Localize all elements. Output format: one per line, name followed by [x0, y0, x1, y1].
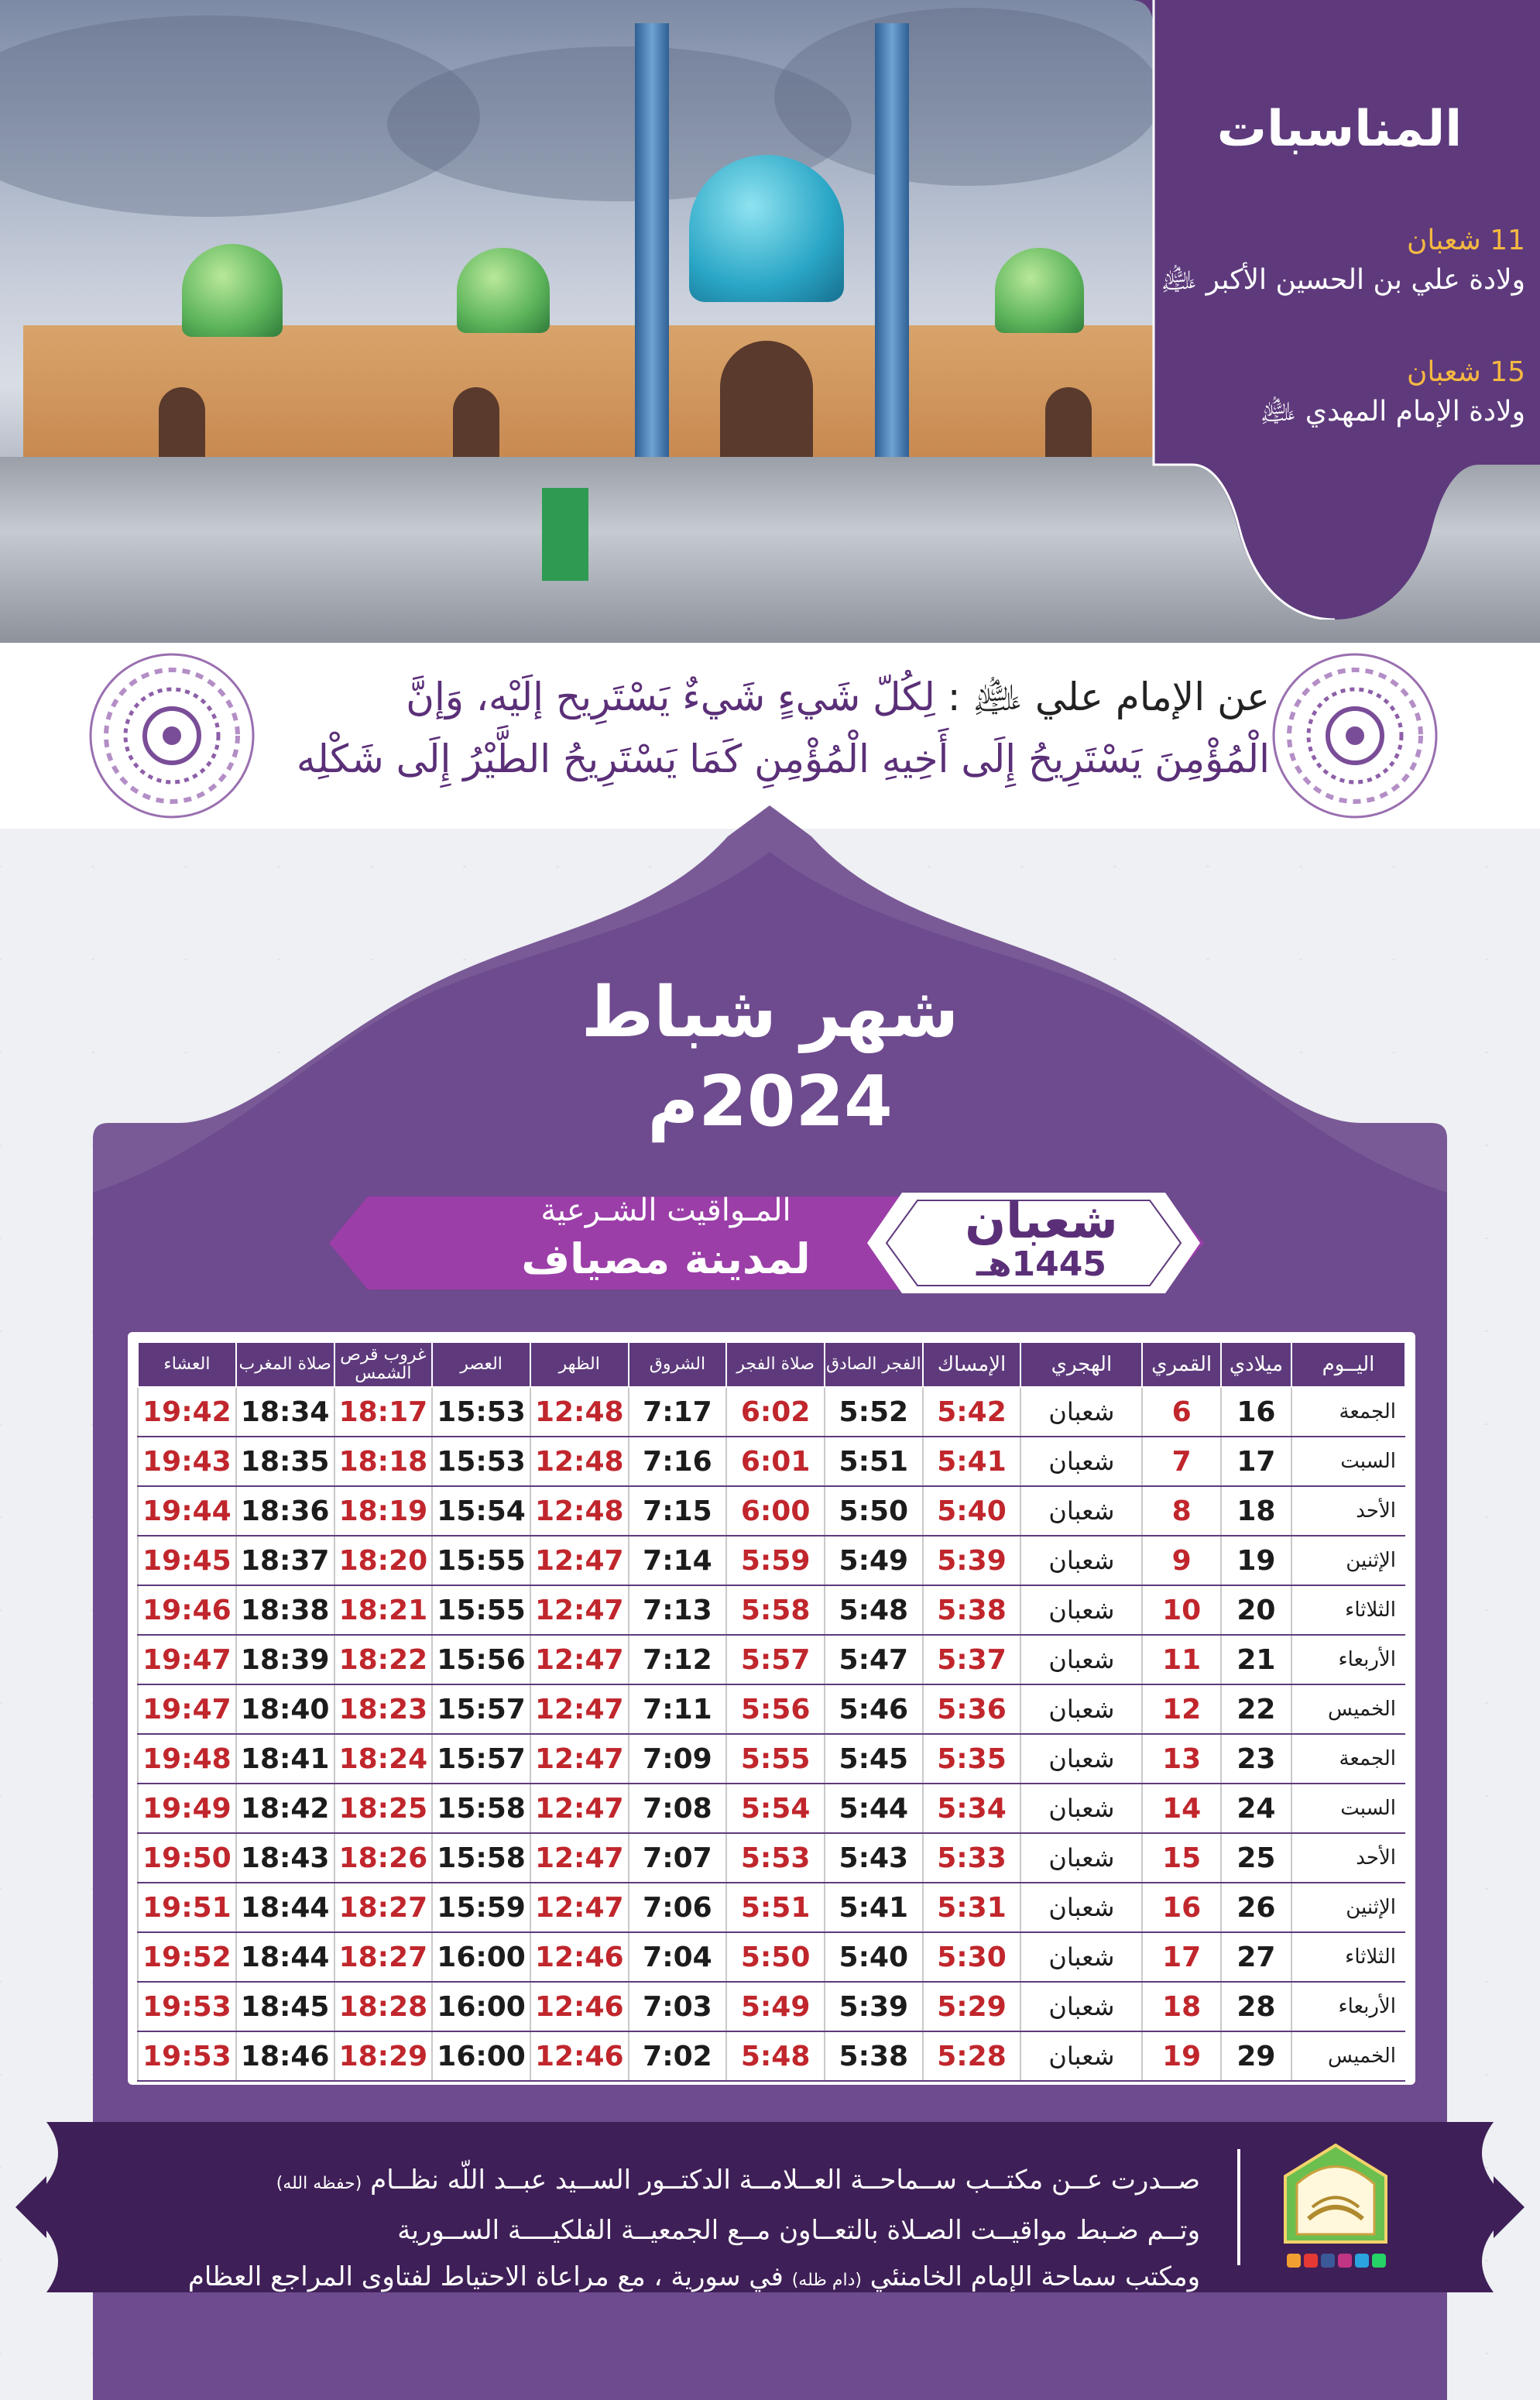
- table-cell: 5:40: [923, 1486, 1021, 1536]
- table-cell: 7:04: [629, 1932, 727, 1982]
- table-cell: 5:50: [726, 1932, 825, 1982]
- table-cell: الإثنين: [1291, 1883, 1405, 1932]
- table-cell: 5:38: [923, 1585, 1021, 1635]
- table-cell: 12:46: [530, 1982, 629, 2031]
- table-cell: 18:38: [236, 1585, 334, 1635]
- table-cell: 18:24: [334, 1734, 433, 1784]
- table-cell: 12:47: [530, 1784, 629, 1833]
- table-cell: 5:46: [825, 1684, 923, 1734]
- table-header-row: [138, 1342, 1405, 1387]
- table-cell: السبت: [1291, 1437, 1405, 1486]
- table-cell: 6:00: [726, 1486, 825, 1536]
- table-cell: 7:12: [629, 1635, 727, 1684]
- table-cell: 26: [1221, 1883, 1291, 1932]
- table-cell: الأحد: [1291, 1833, 1405, 1883]
- table-cell: 5:51: [726, 1883, 825, 1932]
- table-cell: 18:42: [236, 1784, 334, 1833]
- table-cell: 5:58: [726, 1585, 825, 1635]
- table-cell: 16:00: [432, 1982, 530, 2031]
- table-cell: 19:44: [138, 1486, 236, 1536]
- table-cell: 18:21: [334, 1585, 433, 1635]
- table-cell: 16: [1221, 1387, 1291, 1437]
- table-cell: 18:46: [236, 2031, 334, 2081]
- table-cell: 18: [1221, 1486, 1291, 1536]
- column-header: الهجري: [1020, 1342, 1142, 1387]
- table-cell: 12:48: [530, 1437, 629, 1486]
- table-cell: شعبان: [1020, 1932, 1142, 1982]
- table-cell: 12:48: [530, 1387, 629, 1437]
- table-cell: 12:47: [530, 1734, 629, 1784]
- table-cell: 5:28: [923, 2031, 1021, 2081]
- hijri-year: 1445هـ: [976, 1245, 1106, 1284]
- gregorian-year-title: 2024م: [647, 1061, 893, 1142]
- table-cell: شعبان: [1020, 2031, 1142, 2081]
- table-cell: 6: [1142, 1387, 1220, 1437]
- table-cell: 5:57: [726, 1635, 825, 1684]
- table-cell: 16:00: [432, 2031, 530, 2081]
- table-row: [138, 2031, 1405, 2081]
- table-cell: 16:00: [432, 1932, 530, 1982]
- table-cell: 25: [1221, 1833, 1291, 1883]
- table-cell: 12:47: [530, 1536, 629, 1585]
- table-row: [138, 1784, 1405, 1833]
- whatsapp-icon[interactable]: [1372, 2254, 1386, 2268]
- table-cell: شعبان: [1020, 1833, 1142, 1883]
- table-cell: 5:40: [825, 1932, 923, 1982]
- table-cell: شعبان: [1020, 1437, 1142, 1486]
- table-cell: 16: [1142, 1883, 1220, 1932]
- table-cell: 18:35: [236, 1437, 334, 1486]
- table-cell: 5:49: [726, 1982, 825, 2031]
- table-cell: الإثنين: [1291, 1536, 1405, 1585]
- table-body: [138, 1387, 1405, 2081]
- occasion-text: ولادة علي بن الحسين الأكبر ﵇: [1161, 264, 1525, 296]
- table-cell: الأربعاء: [1291, 1635, 1405, 1684]
- table-cell: 18: [1142, 1982, 1220, 2031]
- column-header: العصر: [432, 1342, 530, 1387]
- table-cell: 29: [1221, 2031, 1291, 2081]
- table-cell: 12: [1142, 1684, 1220, 1734]
- table-cell: 18:45: [236, 1982, 334, 2031]
- table-cell: 13: [1142, 1734, 1220, 1784]
- table-cell: 15:59: [432, 1883, 530, 1932]
- youtube-icon[interactable]: [1304, 2254, 1318, 2268]
- footer-credits: [139, 2157, 1200, 2304]
- table-cell: 7:13: [629, 1585, 727, 1635]
- table-cell: 19:42: [138, 1387, 236, 1437]
- table-cell: 7:11: [629, 1684, 727, 1734]
- table-cell: 5:52: [825, 1387, 923, 1437]
- table-cell: شعبان: [1020, 1784, 1142, 1833]
- table-row: [138, 1635, 1405, 1684]
- table-cell: 7:17: [629, 1387, 727, 1437]
- table-cell: 18:43: [236, 1833, 334, 1883]
- instagram-icon[interactable]: [1338, 2254, 1352, 2268]
- footer-line-3b: في سورية ، مع مراعاة الاحتياط لفتاوى المراجع العظام: [187, 2261, 784, 2292]
- table-cell: 15:53: [432, 1387, 530, 1437]
- table-cell: شعبان: [1020, 1387, 1142, 1437]
- hijri-month-box: [879, 1193, 1204, 1293]
- table-cell: 15:53: [432, 1437, 530, 1486]
- table-cell: 18:17: [334, 1387, 433, 1437]
- table-cell: شعبان: [1020, 1684, 1142, 1734]
- table-cell: 5:55: [726, 1734, 825, 1784]
- table-cell: 19:49: [138, 1784, 236, 1833]
- table-cell: 5:29: [923, 1982, 1021, 2031]
- table-cell: 18:36: [236, 1486, 334, 1536]
- table-cell: 18:22: [334, 1635, 433, 1684]
- table-cell: شعبان: [1020, 1982, 1142, 2031]
- column-header: اليــوم: [1291, 1342, 1405, 1387]
- table-cell: 10: [1142, 1585, 1220, 1635]
- column-header: ميلادي: [1221, 1342, 1291, 1387]
- table-cell: 5:36: [923, 1684, 1021, 1734]
- table-row: [138, 1734, 1405, 1784]
- occasion-date: 11 شعبان: [1406, 225, 1525, 256]
- table-cell: 12:47: [530, 1833, 629, 1883]
- table-cell: 15:55: [432, 1585, 530, 1635]
- table-cell: 15:57: [432, 1684, 530, 1734]
- footer-line-2: وتــم ضـبط مواقيــت الصـلاة بالتعــاون مــع الجمعيــة الفلكيــــة الســورية: [397, 2215, 1200, 2246]
- table-cell: 7:08: [629, 1784, 727, 1833]
- table-cell: 12:47: [530, 1635, 629, 1684]
- table-cell: 19:46: [138, 1585, 236, 1635]
- column-header: صلاة الفجر: [726, 1342, 825, 1387]
- gregorian-month-title: شهر شباط: [581, 972, 959, 1053]
- table-cell: 19: [1221, 1536, 1291, 1585]
- table-cell: 12:46: [530, 1932, 629, 1982]
- table-cell: 15:57: [432, 1734, 530, 1784]
- mawaqit-title: المـواقيت الشـرعية: [540, 1193, 791, 1228]
- column-header: العشاء: [138, 1342, 236, 1387]
- city-header: [298, 1177, 1235, 1309]
- table-cell: 19:53: [138, 1982, 236, 2031]
- table-cell: 5:39: [825, 1982, 923, 2031]
- column-header: الظهر: [530, 1342, 629, 1387]
- website-icon[interactable]: [1287, 2254, 1301, 2268]
- prayer-times-table: [128, 1332, 1415, 2085]
- occasions-panel: [1130, 0, 1540, 620]
- column-header: القمري: [1142, 1342, 1220, 1387]
- table-cell: 5:34: [923, 1784, 1021, 1833]
- table-cell: 18:39: [236, 1635, 334, 1684]
- table-cell: 5:41: [923, 1437, 1021, 1486]
- occasion-date: 15 شعبان: [1406, 356, 1525, 388]
- table-cell: 21: [1221, 1635, 1291, 1684]
- table-cell: 18:41: [236, 1734, 334, 1784]
- timetable: [137, 1341, 1406, 2082]
- table-cell: 19:53: [138, 2031, 236, 2081]
- table-cell: 5:38: [825, 2031, 923, 2081]
- table-row: [138, 1387, 1405, 1437]
- table-cell: شعبان: [1020, 1635, 1142, 1684]
- column-header: غروب قرص الشمس: [334, 1342, 433, 1387]
- table-cell: 19:47: [138, 1684, 236, 1734]
- table-cell: 5:44: [825, 1784, 923, 1833]
- occasion-item: [1146, 356, 1525, 434]
- table-cell: 5:42: [923, 1387, 1021, 1437]
- footer-line-3a: ومكتب سماحة الإمام الخامنئي: [869, 2261, 1200, 2292]
- table-cell: 19: [1142, 2031, 1220, 2081]
- column-header: الشروق: [629, 1342, 727, 1387]
- table-cell: 5:59: [726, 1536, 825, 1585]
- city-name: لمدينة مصياف: [521, 1234, 811, 1283]
- table-cell: 18:44: [236, 1883, 334, 1932]
- table-cell: 18:20: [334, 1536, 433, 1585]
- footer-line-1: صــدرت عــن مكتــب ســماحــة العــلامــة الدكتــور الســيد عبــد اللّه نظــام: [370, 2165, 1200, 2196]
- table-cell: 5:54: [726, 1784, 825, 1833]
- table-cell: 5:37: [923, 1635, 1021, 1684]
- table-cell: 12:48: [530, 1486, 629, 1536]
- table-cell: شعبان: [1020, 1734, 1142, 1784]
- table-cell: 7: [1142, 1437, 1220, 1486]
- table-cell: 18:18: [334, 1437, 433, 1486]
- table-cell: 7:06: [629, 1883, 727, 1932]
- table-cell: 18:44: [236, 1932, 334, 1982]
- table-cell: 18:27: [334, 1883, 433, 1932]
- table-cell: شعبان: [1020, 1486, 1142, 1536]
- table-cell: 18:37: [236, 1536, 334, 1585]
- table-cell: 7:14: [629, 1536, 727, 1585]
- table-cell: 5:53: [726, 1833, 825, 1883]
- table-cell: 7:15: [629, 1486, 727, 1536]
- column-header: الإمساك: [923, 1342, 1021, 1387]
- column-header: الفجر الصادق: [825, 1342, 923, 1387]
- table-cell: 5:39: [923, 1536, 1021, 1585]
- table-cell: 18:25: [334, 1784, 433, 1833]
- table-cell: 15:54: [432, 1486, 530, 1536]
- footer-note-3: (دام ظله): [791, 2271, 862, 2290]
- table-row: [138, 1883, 1405, 1932]
- table-cell: الثلاثاء: [1291, 1585, 1405, 1635]
- telegram-icon[interactable]: [1355, 2254, 1369, 2268]
- table-cell: 15:56: [432, 1635, 530, 1684]
- table-cell: 12:46: [530, 2031, 629, 2081]
- table-cell: الجمعة: [1291, 1734, 1405, 1784]
- table-cell: 7:07: [629, 1833, 727, 1883]
- occasion-text: ولادة الإمام المهدي ﵇: [1260, 396, 1525, 427]
- table-cell: 5:47: [825, 1635, 923, 1684]
- table-cell: 5:49: [825, 1536, 923, 1585]
- table-cell: 6:01: [726, 1437, 825, 1486]
- table-cell: 6:02: [726, 1387, 825, 1437]
- table-cell: 5:41: [825, 1883, 923, 1932]
- table-cell: 19:45: [138, 1536, 236, 1585]
- table-cell: 22: [1221, 1684, 1291, 1734]
- table-cell: 18:34: [236, 1387, 334, 1437]
- occasions-title: المناسبات: [1216, 101, 1463, 158]
- table-cell: 20: [1221, 1585, 1291, 1635]
- scholar-logo-icon: [1278, 2141, 1394, 2246]
- table-cell: 18:23: [334, 1684, 433, 1734]
- table-cell: 7:09: [629, 1734, 727, 1784]
- table-cell: 5:35: [923, 1734, 1021, 1784]
- table-cell: 7:03: [629, 1982, 727, 2031]
- table-cell: الخميس: [1291, 1684, 1405, 1734]
- table-cell: شعبان: [1020, 1536, 1142, 1585]
- table-cell: 5:48: [825, 1585, 923, 1635]
- table-cell: 19:51: [138, 1883, 236, 1932]
- table-cell: 7:02: [629, 2031, 727, 2081]
- table-cell: 12:47: [530, 1585, 629, 1635]
- hijri-month: شعبان: [965, 1193, 1118, 1249]
- table-cell: 5:50: [825, 1486, 923, 1536]
- table-cell: 28: [1221, 1982, 1291, 2031]
- table-cell: 19:47: [138, 1635, 236, 1684]
- column-header: صلاة المغرب: [236, 1342, 334, 1387]
- table-cell: 5:45: [825, 1734, 923, 1784]
- table-cell: 19:48: [138, 1734, 236, 1784]
- table-cell: 18:28: [334, 1982, 433, 2031]
- table-cell: 5:30: [923, 1932, 1021, 1982]
- table-row: [138, 1684, 1405, 1734]
- table-cell: 12:47: [530, 1883, 629, 1932]
- facebook-icon[interactable]: [1321, 2254, 1335, 2268]
- table-cell: شعبان: [1020, 1585, 1142, 1635]
- table-cell: 17: [1142, 1932, 1220, 1982]
- table-cell: 5:31: [923, 1883, 1021, 1932]
- table-cell: 15:55: [432, 1536, 530, 1585]
- table-cell: 27: [1221, 1932, 1291, 1982]
- table-row: [138, 1833, 1405, 1883]
- hadith-line-1: لِكُلّ شَيءٍ شَيءٌ يَسْتَرِيح إلَيْه، وَإنَّ: [406, 675, 935, 719]
- hadith-quote: [217, 666, 1270, 790]
- table-cell: 18:29: [334, 2031, 433, 2081]
- table-cell: 15:58: [432, 1784, 530, 1833]
- table-cell: 19:50: [138, 1833, 236, 1883]
- table-cell: 24: [1221, 1784, 1291, 1833]
- table-row: [138, 1486, 1405, 1536]
- occasion-item: [1146, 225, 1525, 303]
- table-row: [138, 1585, 1405, 1635]
- rosette-ornament-icon: [1270, 651, 1440, 821]
- table-row: [138, 1536, 1405, 1585]
- table-cell: 15: [1142, 1833, 1220, 1883]
- table-cell: 18:40: [236, 1684, 334, 1734]
- table-cell: 5:48: [726, 2031, 825, 2081]
- table-cell: 5:43: [825, 1833, 923, 1883]
- table-cell: 12:47: [530, 1684, 629, 1734]
- table-cell: السبت: [1291, 1784, 1405, 1833]
- table-row: [138, 1932, 1405, 1982]
- table-cell: 7:16: [629, 1437, 727, 1486]
- table-cell: 5:33: [923, 1833, 1021, 1883]
- city-label: [445, 1193, 887, 1283]
- table-cell: الجمعة: [1291, 1387, 1405, 1437]
- table-row: [138, 1437, 1405, 1486]
- table-cell: 18:27: [334, 1932, 433, 1982]
- social-icons: [1287, 2254, 1386, 2268]
- table-cell: الأربعاء: [1291, 1982, 1405, 2031]
- table-cell: شعبان: [1020, 1883, 1142, 1932]
- table-cell: 17: [1221, 1437, 1291, 1486]
- table-cell: 19:43: [138, 1437, 236, 1486]
- footer-divider: [1237, 2149, 1240, 2265]
- footer-note-1: (حفظه الله): [276, 2174, 362, 2193]
- table-cell: 19:52: [138, 1932, 236, 1982]
- table-cell: 5:51: [825, 1437, 923, 1486]
- table-cell: 14: [1142, 1784, 1220, 1833]
- table-cell: 23: [1221, 1734, 1291, 1784]
- table-row: [138, 1982, 1405, 2031]
- table-cell: 5:56: [726, 1684, 825, 1734]
- table-cell: 15:58: [432, 1833, 530, 1883]
- table-cell: 9: [1142, 1536, 1220, 1585]
- table-cell: الثلاثاء: [1291, 1932, 1405, 1982]
- table-cell: 18:26: [334, 1833, 433, 1883]
- hadith-source: عن الإمام علي ﵇ :: [947, 675, 1270, 719]
- table-cell: الأحد: [1291, 1486, 1405, 1536]
- table-cell: الخميس: [1291, 2031, 1405, 2081]
- table-cell: 11: [1142, 1635, 1220, 1684]
- table-cell: 18:19: [334, 1486, 433, 1536]
- table-cell: 8: [1142, 1486, 1220, 1536]
- hadith-line-2: الْمُؤْمِنَ يَسْتَرِيحُ إِلَى أَخِيهِ الْمُؤْمِنِ كَمَا يَسْتَرِيحُ الطَّيْرُ إِلَى شَكْلِه: [296, 736, 1270, 781]
